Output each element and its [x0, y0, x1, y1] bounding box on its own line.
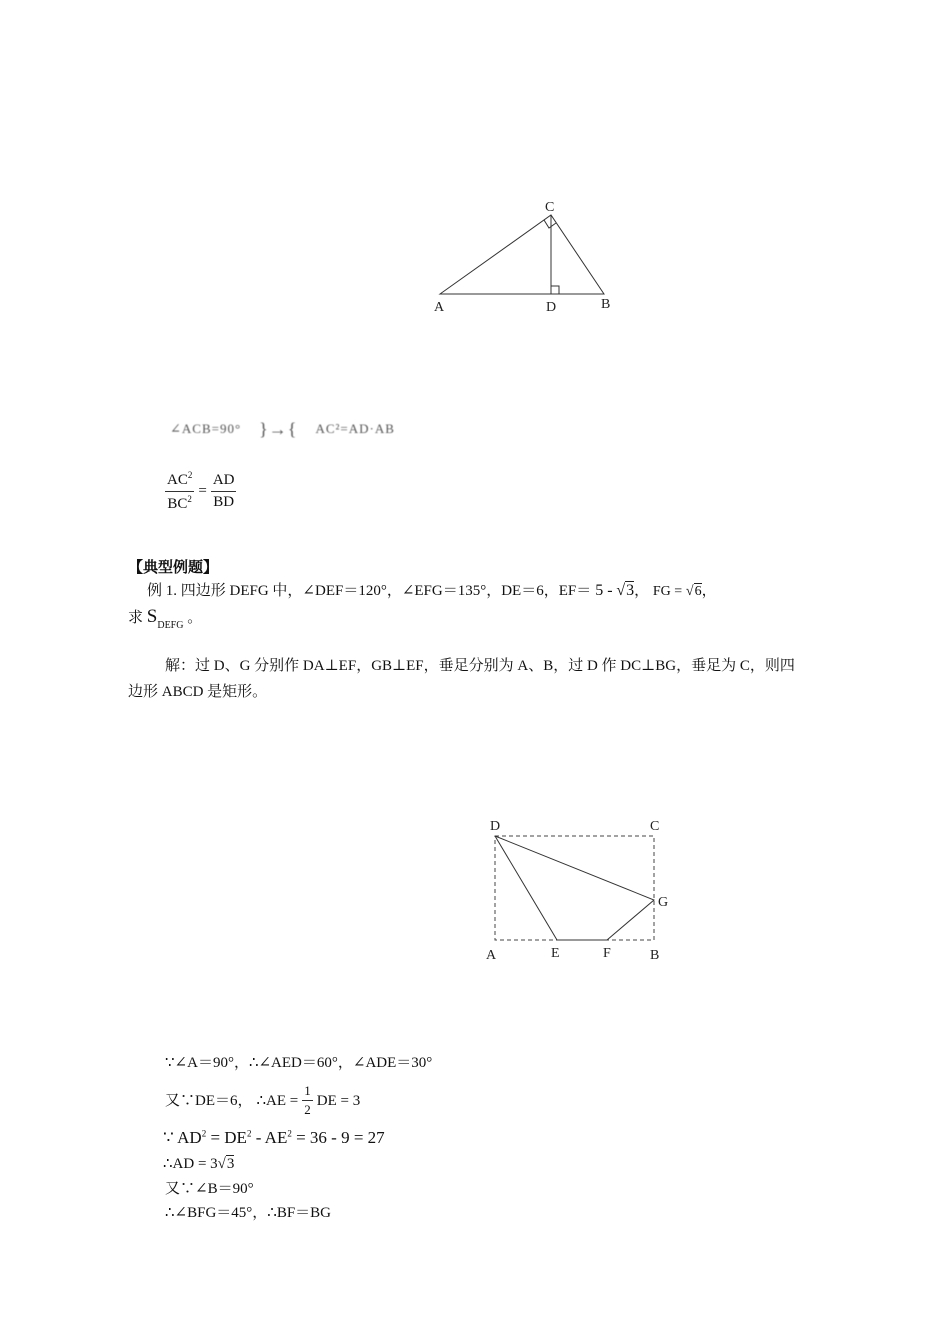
ratio-formula [165, 470, 236, 513]
step-3: ∵ $AD^2 = DE^2 - AE^2 = 36 - 9 = 27$ [163, 1128, 385, 1147]
triangle-abc [440, 215, 604, 294]
label-g: G [658, 895, 669, 910]
label-a: A [434, 300, 445, 315]
step-5: 又∵∠B＝90° [165, 1181, 254, 1197]
example-1-line1: 例 1. 四边形 DEFG 中，∠DEF＝120°，∠EFG＝135°，DE＝6，EF＝ 5 - √3， FG = √6， [147, 582, 717, 599]
right-angle-mark-d [551, 286, 559, 294]
label-c: C [545, 200, 555, 215]
garbled-formula-line [170, 418, 620, 440]
figure-right-triangle [420, 190, 630, 320]
label-c: C [650, 819, 660, 834]
step-4: ∴AD = 3√3 [163, 1156, 235, 1172]
label-d: D [546, 300, 557, 315]
garbled-right: AC²=AD·AB [315, 421, 395, 436]
step-1: ∵∠A＝90°，∴∠AED＝60°，∠ADE＝30° [165, 1055, 433, 1071]
fraction-left: $\frac{AC^2}{BC^2}$ [167, 470, 193, 512]
label-b: B [650, 948, 660, 963]
quadrilateral-defg [495, 836, 654, 940]
example-1-line2: 求 $S_{DEFG}$ 。 [128, 606, 203, 631]
step-2: 又∵DE＝6， ∴AE = $\frac{1}{2}$ DE = 3 [165, 1083, 361, 1117]
right-angle-mark-c [544, 220, 556, 228]
label-f: F [603, 946, 611, 961]
garbled-left: ∠ACB=90° [170, 421, 242, 436]
garbled-middle: }→{ [259, 418, 298, 439]
solution-line1: 解：过 D、G 分别作 DA⊥EF，GB⊥EF，垂足分别为 A、B，过 D 作 DC⊥BG，垂足为 C，则四 [165, 658, 795, 674]
equals-sign: = [198, 483, 207, 499]
section-title: 【典型例题】 [128, 558, 219, 576]
figure-quadrilateral [478, 810, 678, 970]
step-6: ∴∠BFG＝45°，∴BF＝BG [165, 1205, 332, 1221]
label-b: B [601, 297, 611, 312]
label-e: E [551, 946, 560, 961]
dashed-rectangle-abcd [495, 836, 654, 940]
fraction-right: $\frac{AD}{BD}$ [212, 472, 235, 510]
label-d: D [490, 819, 501, 834]
solution-line2: 边形 ABCD 是矩形。 [128, 684, 268, 700]
label-a: A [486, 948, 497, 963]
